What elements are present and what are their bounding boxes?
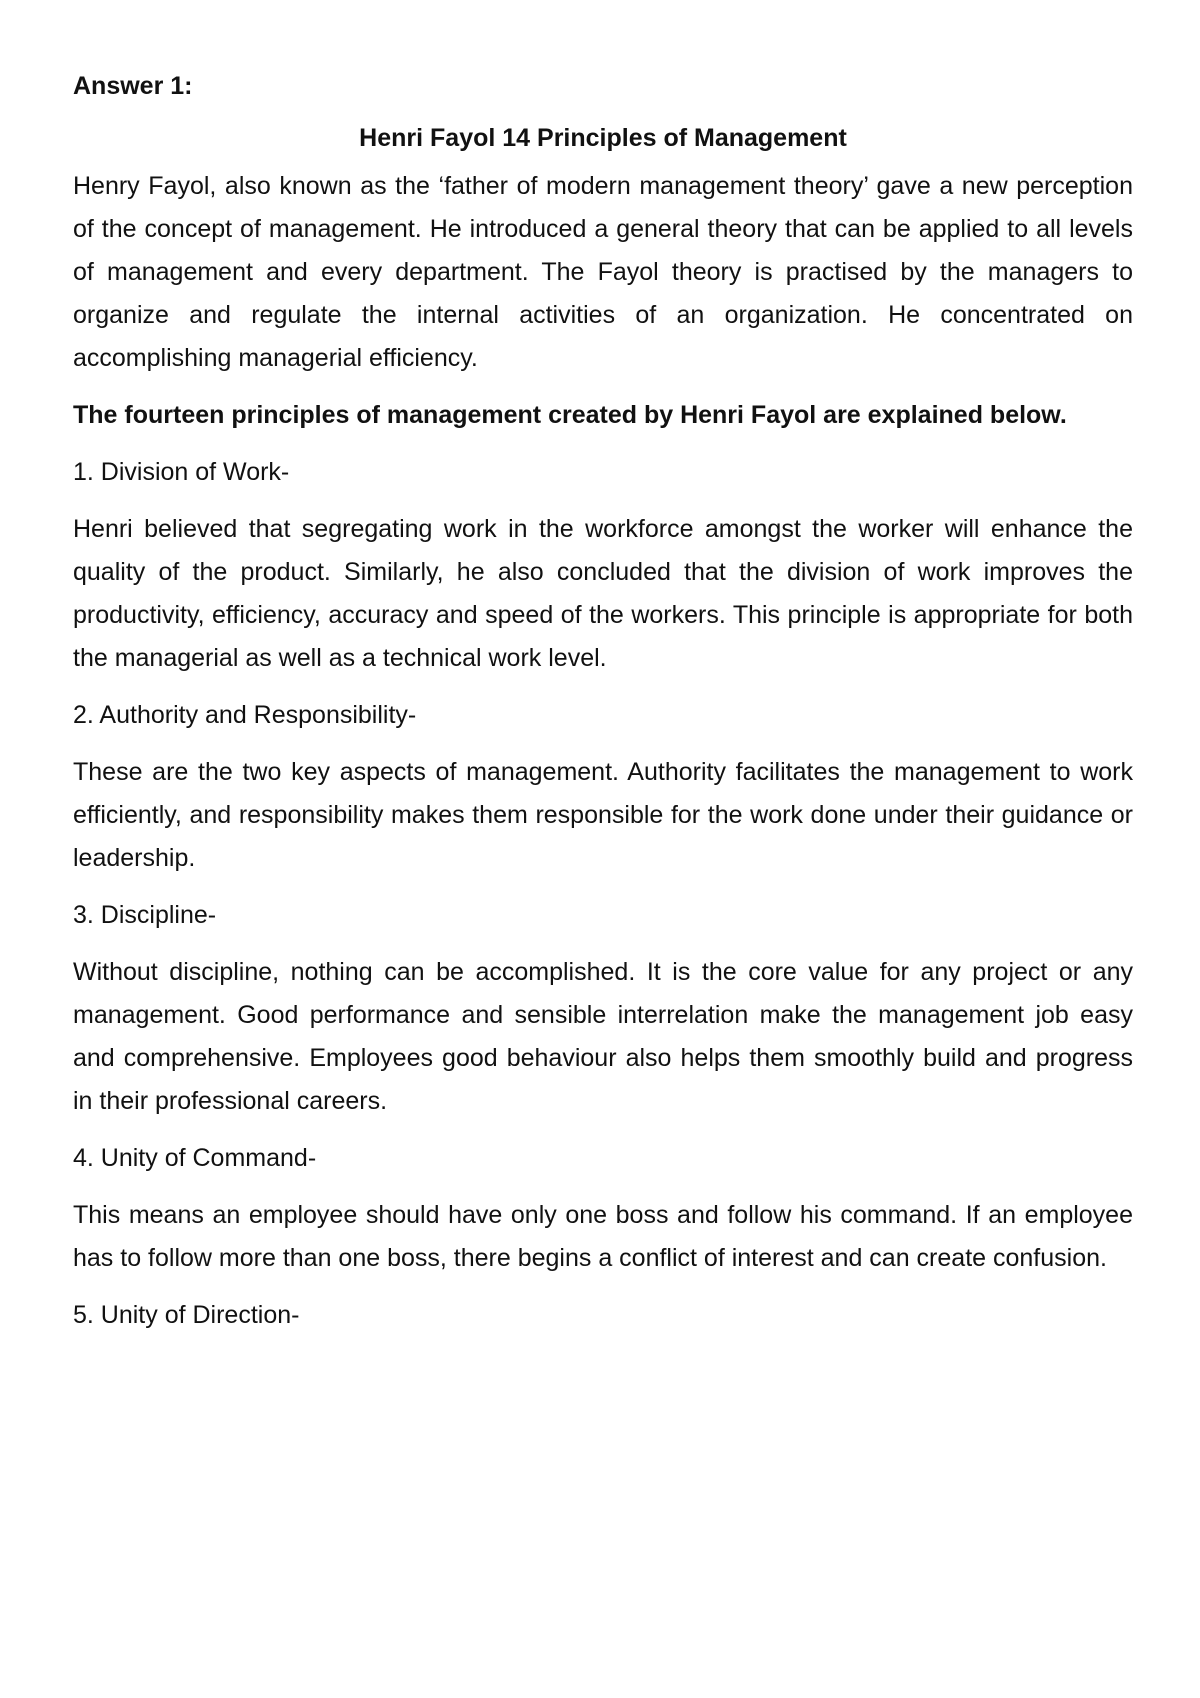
principle-heading-1: 1. Division of Work-	[73, 458, 290, 486]
document-title: Henri Fayol 14 Principles of Management	[359, 124, 847, 152]
principle-heading-5: 5. Unity of Direction-	[73, 1301, 300, 1329]
principle-heading-2: 2. Authority and Responsibility-	[73, 701, 417, 729]
principle-text-2: These are the two key aspects of management. Authority facilitates the management to work efficiently, and responsibility makes them responsible for the work done under their guidance or leadership.	[73, 758, 1133, 872]
principle-text-3: Without discipline, nothing can be accomplished. It is the core value for any project or any management. Good performance and sensible interrelation make the management job easy and comprehensive. Employees good behaviour also helps them smoothly build and progress in their professional careers.	[73, 958, 1133, 1115]
lead-in-paragraph: The fourteen principles of management created by Henri Fayol are explained below.	[73, 401, 1067, 429]
answer-label: Answer 1:	[73, 72, 193, 100]
principle-text-4: This means an employee should have only one boss and follow his command. If an employee has to follow more than one boss, there begins a conflict of interest and can create confusion.	[73, 1201, 1133, 1272]
document-page	[73, 70, 1133, 1351]
principle-heading-4: 4. Unity of Command-	[73, 1144, 317, 1172]
intro-paragraph: Henry Fayol, also known as the ‘father of modern management theory’ gave a new perception of the concept of management. He introduced a general theory that can be applied to all levels of management and every department. The Fayol theory is practised by the managers to organize and regulate the internal activities of an organization. He concentrated on accomplishing managerial efficiency.	[73, 172, 1133, 372]
principle-text-1: Henri believed that segregating work in the workforce amongst the worker will enhance the quality of the product. Similarly, he also concluded that the division of work improves the productivity, efficiency, accuracy and speed of the workers. This principle is appropriate for both the managerial as well as a technical work level.	[73, 515, 1133, 672]
principle-heading-3: 3. Discipline-	[73, 901, 217, 929]
